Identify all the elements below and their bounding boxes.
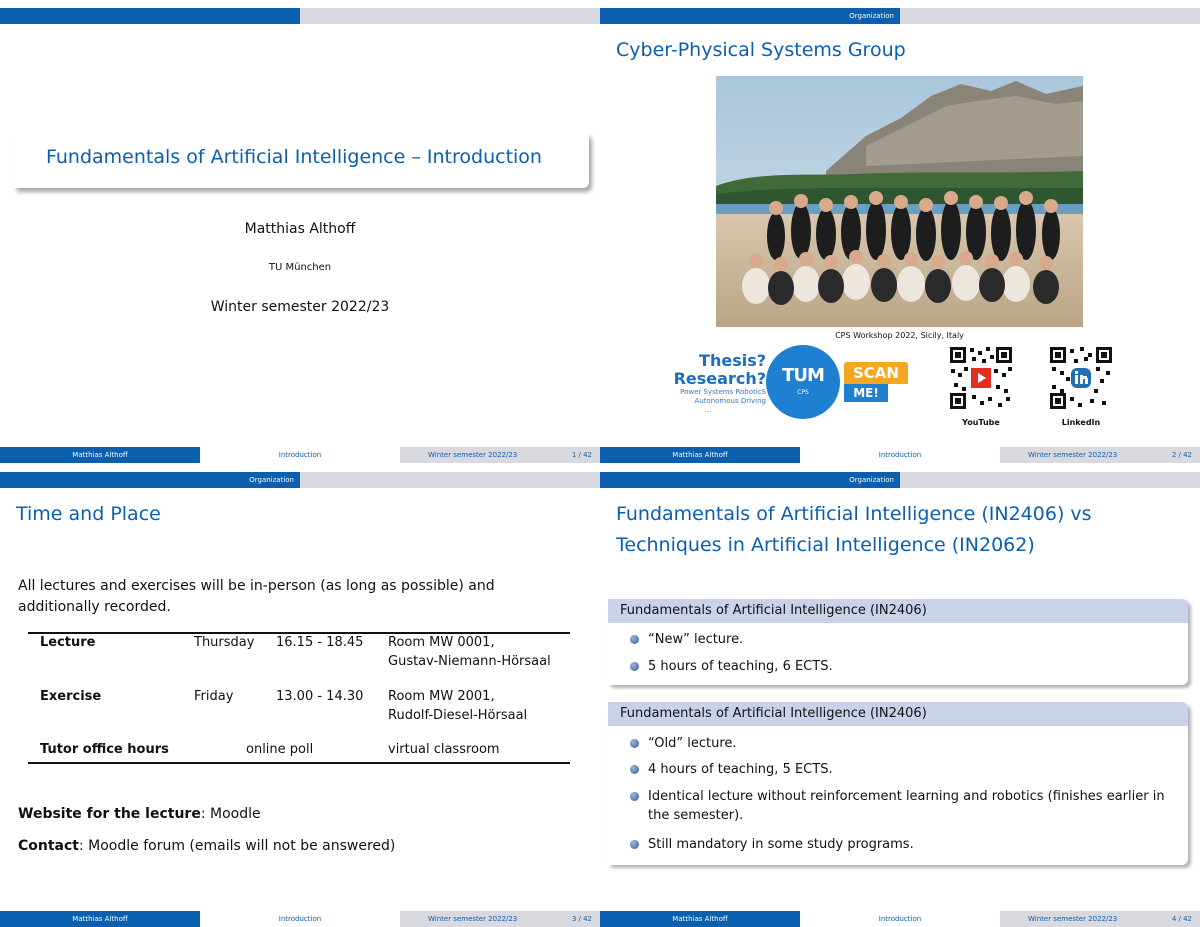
footer-page-number: 4 / 42 (1171, 915, 1192, 923)
scan-label: SCAN (844, 362, 908, 384)
footer-page-number: 2 / 42 (1171, 451, 1192, 459)
slide-3[interactable] (0, 464, 600, 927)
slide-2[interactable] (600, 0, 1200, 463)
list-item-text: Still mandatory in some study programs. (648, 837, 914, 852)
footer-title: Introduction (200, 447, 400, 463)
row-exercise-type: Exercise (40, 689, 102, 704)
new-lecture-block (608, 599, 1188, 685)
contact-line (18, 836, 395, 857)
scan-me-badge (844, 362, 908, 404)
row-lecture-hall: Gustav-Niemann-Hörsaal (388, 654, 551, 669)
row-exercise-time: 13.00 - 14.30 (276, 689, 364, 704)
bullet-icon (630, 635, 639, 644)
nav-segment-organization[interactable]: Organization (600, 8, 900, 24)
nav-segment-organization[interactable]: Organization (0, 472, 300, 488)
nav-strip (600, 8, 1200, 24)
bullet-icon (630, 840, 639, 849)
list-item-text: 4 hours of teaching, 5 ECTS. (648, 762, 833, 777)
frame-title: Cyber-Physical Systems Group (616, 39, 906, 61)
nav-segment-active (0, 8, 300, 24)
slide-footer (0, 911, 600, 927)
youtube-label: YouTube (962, 418, 1000, 427)
tum-logo-text: TUM (782, 365, 824, 386)
footer-date-box (400, 911, 600, 927)
qr-code-icon (1048, 345, 1114, 411)
thesis-topics-3: ... (704, 406, 712, 414)
row-exercise-hall: Rudolf-Diesel-Hörsaal (388, 708, 528, 723)
research-question: Research? (673, 369, 766, 388)
footer-page-number: 3 / 42 (571, 915, 592, 923)
footer-author: Matthias Althoff (600, 447, 800, 463)
row-tutor-room: virtual classroom (388, 742, 500, 757)
nav-strip (600, 472, 1200, 488)
qr-code-icon (948, 345, 1014, 411)
group-photo (716, 76, 1083, 327)
footer-page-number: 1 / 42 (571, 451, 592, 459)
slide-footer (0, 447, 600, 463)
semester-line: Winter semester 2022/23 (210, 299, 390, 315)
intro-paragraph: All lectures and exercises will be in-person (as long as possible) and additionally recorded. (18, 578, 495, 615)
thesis-topics-2: Autonomous Driving (694, 397, 766, 405)
row-lecture-day: Thursday (194, 635, 255, 650)
footer-title: Introduction (200, 911, 400, 927)
footer-title: Introduction (800, 447, 1000, 463)
author-name: Matthias Althoff (244, 221, 356, 237)
me-label: ME! (844, 384, 888, 402)
row-tutor-day: online poll (246, 742, 314, 757)
slide-footer (600, 911, 1200, 927)
list-item-text: Identical lecture without reinforcement learning and robotics (finishes earlier in the semester). (648, 789, 1165, 823)
bullet-icon (630, 662, 639, 671)
contact-label: Contact (18, 838, 79, 854)
nav-strip (0, 8, 600, 24)
thesis-question: Thesis? (699, 351, 766, 370)
slide-4[interactable] (600, 464, 1200, 927)
footer-author: Matthias Althoff (0, 447, 200, 463)
row-lecture-type: Lecture (40, 635, 96, 650)
table-bottom-rule (28, 762, 570, 764)
institute-name: TU München (268, 262, 332, 273)
photo-caption: CPS Workshop 2022, Sicily, Italy (835, 331, 964, 340)
bullet-icon (630, 792, 639, 801)
row-lecture-time: 16.15 - 18.45 (276, 635, 364, 650)
row-exercise-room: Room MW 2001, (388, 689, 495, 704)
website-line (18, 804, 261, 825)
row-exercise-day: Friday (194, 689, 234, 704)
slide-1[interactable] (0, 0, 600, 463)
footer-author: Matthias Althoff (600, 911, 800, 927)
thesis-topics-1: Power Systems RoboticS (680, 388, 766, 396)
list-item-text: 5 hours of teaching, 6 ECTS. (648, 659, 833, 674)
slide-footer (600, 447, 1200, 463)
footer-date: Winter semester 2022/23 (428, 915, 518, 923)
bullet-icon (630, 739, 639, 748)
tum-cps-logo (766, 345, 840, 419)
linkedin-qr-code[interactable] (1048, 345, 1114, 411)
footer-title: Introduction (800, 911, 1000, 927)
row-lecture-room: Room MW 0001, (388, 635, 495, 650)
block-header: Fundamentals of Artificial Intelligence (IN2406) (608, 702, 1188, 726)
frame-title: Time and Place (16, 503, 161, 525)
linkedin-label: LinkedIn (1061, 418, 1101, 427)
contact-value: : Moodle forum (emails will not be answered) (79, 838, 396, 854)
footer-date-box (1000, 447, 1200, 463)
bullet-icon (630, 765, 639, 774)
row-tutor-type: Tutor office hours (40, 742, 169, 757)
frame-title-line-2: Techniques in Artificial Intelligence (IN2062) (616, 534, 1035, 556)
block-header: Fundamentals of Artificial Intelligence (IN2406) (608, 599, 1188, 623)
frame-title-line-1: Fundamentals of Artificial Intelligence (IN2406) vs (616, 503, 1092, 525)
cps-logo-text: CPS (797, 389, 809, 396)
thesis-ad (650, 352, 766, 415)
footer-date: Winter semester 2022/23 (1028, 915, 1118, 923)
footer-date: Winter semester 2022/23 (428, 451, 518, 459)
footer-date: Winter semester 2022/23 (1028, 451, 1118, 459)
footer-date-box (1000, 911, 1200, 927)
website-label: Website for the lecture (18, 806, 201, 822)
youtube-qr-code[interactable] (948, 345, 1014, 411)
list-item-text: “Old” lecture. (648, 736, 737, 751)
footer-author: Matthias Althoff (0, 911, 200, 927)
website-value[interactable]: : Moodle (200, 806, 261, 822)
nav-segment-organization[interactable]: Organization (600, 472, 900, 488)
title-box (14, 132, 589, 188)
old-lecture-block (608, 702, 1188, 865)
nav-strip (0, 472, 600, 488)
group-photo-image (716, 76, 1083, 327)
presentation-title: Fundamentals of Artificial Intelligence – Introduction (46, 146, 542, 168)
list-item-text: “New” lecture. (648, 632, 744, 647)
footer-date-box (400, 447, 600, 463)
